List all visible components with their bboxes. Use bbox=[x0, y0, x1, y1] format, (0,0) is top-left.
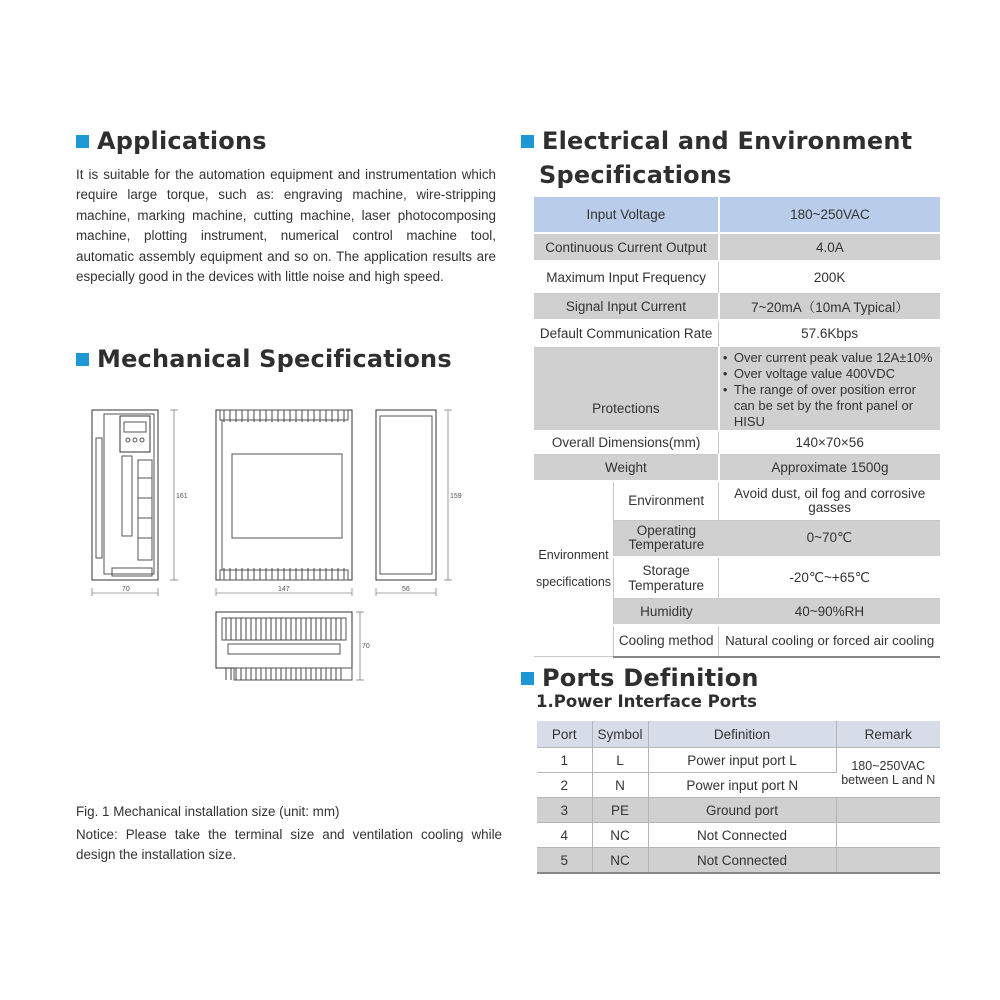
dim-height-side: 159 bbox=[450, 493, 462, 500]
spec-label: Overall Dimensions(mm) bbox=[534, 431, 719, 455]
ports-subtitle: 1.Power Interface Ports bbox=[536, 692, 757, 711]
figure-caption: Fig. 1 Mechanical installation size (unit: mm) bbox=[76, 804, 340, 819]
spec-label: Operating Temperature bbox=[614, 521, 719, 557]
spec-value: -20℃~+65℃ bbox=[719, 557, 940, 599]
port-definition: Ground port bbox=[648, 798, 836, 823]
spec-label: Default Communication Rate bbox=[534, 320, 719, 347]
table-row bbox=[534, 233, 940, 261]
bullet-square-icon bbox=[521, 135, 534, 148]
spec-value: 180~250VAC bbox=[719, 197, 940, 233]
front-view bbox=[92, 410, 178, 596]
spec-value: 40~90%RH bbox=[719, 599, 940, 625]
port-definition: Power input port N bbox=[648, 773, 836, 798]
column-header: Symbol bbox=[592, 721, 648, 748]
table-row bbox=[534, 431, 940, 455]
port-number: 3 bbox=[537, 798, 592, 823]
table-row bbox=[537, 848, 940, 874]
applications-text: It is suitable for the automation equipment and instrumentation which require large torque, such as: engraving machine, wire-stripping machine, marking machine, cutting machine, laser photocomposing machine, plotting instrument, numerical control machine tool, automatic assembly equipment and so on. The application results are especially good in the devices with little noise and high speed. bbox=[76, 167, 496, 285]
table-row bbox=[534, 197, 940, 233]
table-row bbox=[534, 293, 940, 320]
protections-list bbox=[719, 347, 940, 431]
spec-label: Cooling method bbox=[614, 625, 719, 657]
protection-item: • The range of over position error can be set by the front panel or HISU bbox=[722, 382, 938, 430]
mechanical-drawing bbox=[82, 398, 372, 698]
mechanical-heading: Mechanical Specifications bbox=[76, 342, 452, 376]
spec-value: 200K bbox=[719, 261, 940, 293]
port-symbol: PE bbox=[592, 798, 648, 823]
cooling-fins bbox=[224, 410, 344, 580]
table-row bbox=[534, 320, 940, 347]
spec-value: 7~20mA（10mA Typical） bbox=[719, 293, 940, 320]
port-number: 2 bbox=[537, 773, 592, 798]
port-number: 1 bbox=[537, 748, 592, 773]
side-view bbox=[216, 410, 352, 580]
bullet-square-icon bbox=[76, 353, 89, 366]
dim-width-side: 56 bbox=[402, 586, 410, 593]
column-header: Definition bbox=[648, 721, 836, 748]
end-view bbox=[372, 398, 472, 598]
port-definition: Not Connected bbox=[648, 823, 836, 848]
column-header: Remark bbox=[836, 721, 940, 748]
power-ports-table bbox=[537, 721, 940, 874]
port-number: 4 bbox=[537, 823, 592, 848]
port-symbol: N bbox=[592, 773, 648, 798]
electrical-spec-table bbox=[534, 197, 940, 658]
table-row bbox=[537, 721, 940, 748]
spec-label: Humidity bbox=[614, 599, 719, 625]
table-row bbox=[534, 261, 940, 293]
protection-item: • Over voltage value 400VDC bbox=[722, 366, 938, 382]
bottom-view bbox=[216, 612, 364, 680]
environment-group-label: Environment specifications bbox=[534, 481, 614, 657]
port-symbol: L bbox=[592, 748, 648, 773]
spec-value: 57.6Kbps bbox=[719, 320, 940, 347]
port-definition: Not Connected bbox=[648, 848, 836, 874]
spec-value: Natural cooling or forced air cooling bbox=[719, 625, 940, 657]
table-row bbox=[534, 481, 940, 521]
spec-label: Storage Temperature bbox=[614, 557, 719, 599]
spec-label: Input Voltage bbox=[534, 197, 719, 233]
port-definition: Power input port L bbox=[648, 748, 836, 773]
bullet-square-icon bbox=[76, 135, 89, 148]
ports-heading: Ports Definition bbox=[521, 661, 759, 695]
applications-heading: Applications bbox=[76, 124, 267, 158]
dim-height: 161 bbox=[176, 493, 188, 500]
protection-item: • Over current peak value 12A±10% bbox=[722, 350, 938, 366]
port-symbol: NC bbox=[592, 848, 648, 874]
spec-label: Environment bbox=[614, 481, 719, 521]
table-row bbox=[537, 823, 940, 848]
spec-label: Weight bbox=[534, 455, 719, 481]
table-row bbox=[534, 455, 940, 481]
port-remark: 180~250VAC between L and N bbox=[836, 748, 940, 798]
table-row bbox=[534, 347, 940, 431]
port-symbol: NC bbox=[592, 823, 648, 848]
electrical-heading: Electrical and Environment Specifications bbox=[521, 124, 912, 192]
port-remark-empty bbox=[836, 798, 940, 823]
spec-label: Maximum Input Frequency bbox=[534, 261, 719, 293]
spec-label: Protections bbox=[534, 347, 719, 431]
spec-value: Avoid dust, oil fog and corrosive gasses bbox=[719, 481, 940, 521]
column-header: Port bbox=[537, 721, 592, 748]
spec-value: 4.0A bbox=[719, 233, 940, 261]
dim-height-bottom: 70 bbox=[362, 643, 370, 650]
port-number: 5 bbox=[537, 848, 592, 874]
port-remark-empty bbox=[836, 823, 940, 848]
bullet-square-icon bbox=[521, 672, 534, 685]
spec-value: 0~70℃ bbox=[719, 521, 940, 557]
dim-width-front: 70 bbox=[122, 586, 130, 593]
dim-depth: 147 bbox=[278, 586, 290, 593]
spec-value: 140×70×56 bbox=[719, 431, 940, 455]
spec-value: Approximate 1500g bbox=[719, 455, 940, 481]
port-remark-empty bbox=[836, 848, 940, 874]
spec-label: Signal Input Current bbox=[534, 293, 719, 320]
spec-label: Continuous Current Output bbox=[534, 233, 719, 261]
table-row bbox=[537, 798, 940, 823]
notice-text: Notice: Please take the terminal size and ventilation cooling while design the installation size. bbox=[76, 827, 502, 863]
table-row bbox=[537, 748, 940, 773]
bottom-fins bbox=[226, 618, 341, 680]
